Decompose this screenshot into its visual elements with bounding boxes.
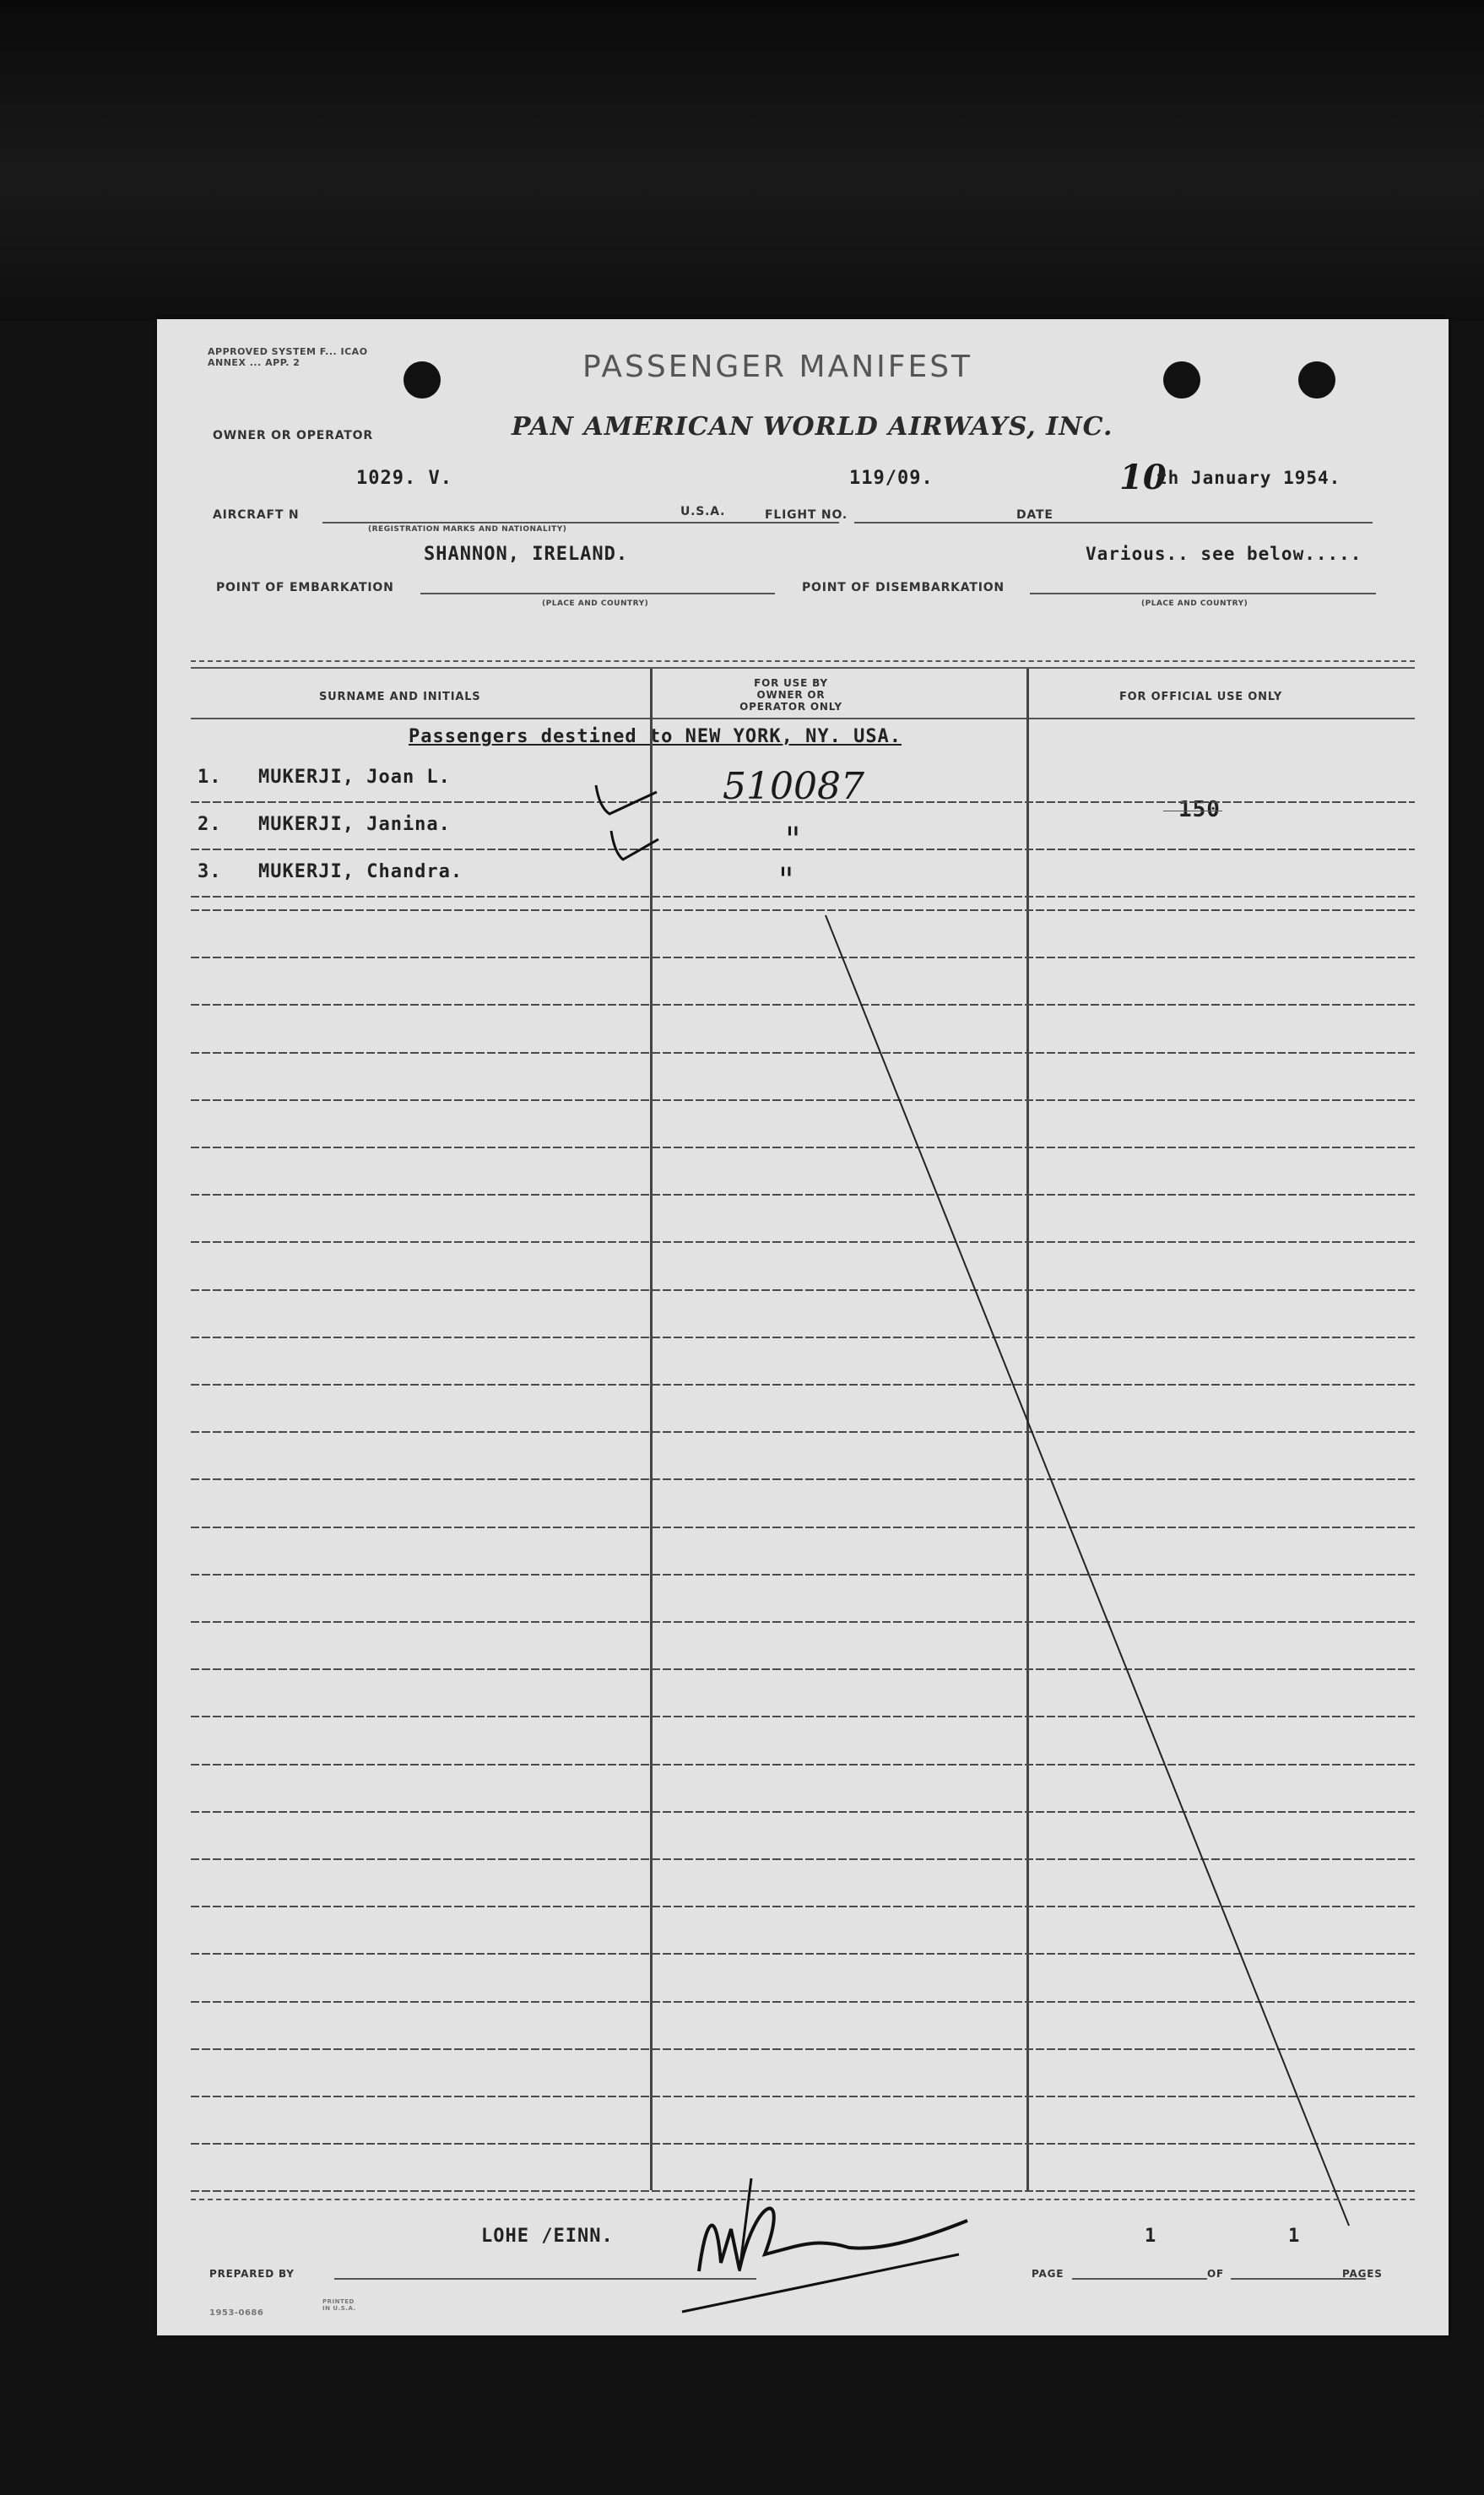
form-title: PASSENGER MANIFEST [582, 350, 973, 384]
of-label: OF [1207, 2268, 1224, 2280]
approval-note: APPROVED SYSTEM F... ICAO ANNEX ... APP. 2 [208, 346, 368, 368]
aircraft-value: 1029. V. [356, 468, 452, 489]
page-label: PAGE [1032, 2268, 1064, 2280]
date-label: DATE [1016, 508, 1053, 522]
nationality: U.S.A. [680, 505, 726, 518]
column-header-owner: FOR USE BY OWNER OR OPERATOR ONLY [739, 677, 842, 713]
prepared-by-label: PREPARED BY [209, 2268, 295, 2280]
passenger-number: 1. [198, 767, 222, 788]
embark-place-note: (PLACE AND COUNTRY) [542, 599, 649, 608]
column-header-official: FOR OFFICIAL USE ONLY [1119, 691, 1283, 703]
aircraft-label: AIRCRAFT N [213, 508, 300, 522]
scan-background [0, 0, 1484, 321]
ruled-lines [157, 319, 1449, 2335]
official-value: 150 [1178, 797, 1221, 822]
date-handwritten-day: 10 [1119, 458, 1167, 497]
prepared-by-value: LOHE /EINN. [481, 2226, 614, 2247]
registration-note: (REGISTRATION MARKS AND NATIONALITY) [368, 525, 567, 534]
flight-label: FLIGHT NO. [765, 508, 848, 522]
flight-value: 119/09. [849, 468, 934, 489]
embarkation-label: POINT OF EMBARKATION [216, 581, 394, 594]
passenger-number: 3. [198, 861, 222, 882]
manifest-sheet [157, 319, 1449, 2335]
column-header-surname: SURNAME AND INITIALS [319, 691, 481, 703]
passenger-name: MUKERJI, Joan L. [258, 767, 451, 788]
pages-label: PAGES [1342, 2268, 1383, 2280]
disembarkation-label: POINT OF DISEMBARKATION [802, 581, 1005, 594]
operator-name: PAN AMERICAN WORLD AIRWAYS, INC. [512, 412, 1113, 442]
printer-note: PRINTED IN U.S.A. [322, 2298, 356, 2312]
signature [680, 2170, 984, 2317]
form-code: 1953-0686 [209, 2308, 264, 2318]
passenger-name: MUKERJI, Chandra. [258, 861, 463, 882]
passenger-name: MUKERJI, Janina. [258, 814, 451, 835]
embarkation-value: SHANNON, IRELAND. [424, 544, 629, 565]
date-value: th January 1954. [1156, 468, 1341, 488]
page-count: 1 [1288, 2226, 1301, 2247]
disembarkation-value: Various.. see below..... [1086, 544, 1362, 564]
disembark-place-note: (PLACE AND COUNTRY) [1141, 599, 1248, 608]
owner-label: OWNER OR OPERATOR [213, 429, 373, 442]
ditto-mark: " [778, 861, 794, 900]
owner-handwritten-number: 510087 [723, 765, 864, 808]
page-number: 1 [1145, 2226, 1157, 2247]
destination-line: Passengers destined to NEW YORK, NY. USA. [409, 726, 902, 747]
passenger-number: 2. [198, 814, 222, 835]
ditto-mark: " [785, 821, 801, 860]
